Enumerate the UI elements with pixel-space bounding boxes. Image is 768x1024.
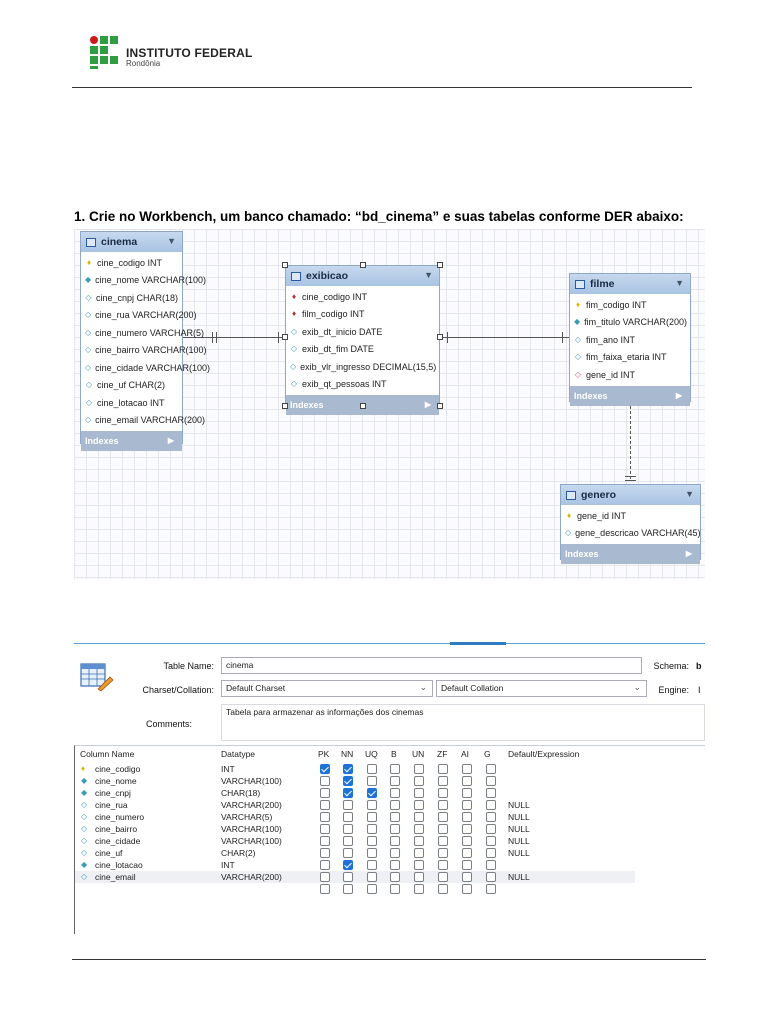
column-icon: ◇ [85,292,92,302]
flag-checkbox[interactable] [414,824,424,834]
flag-checkbox[interactable] [414,872,424,882]
flag-checkbox[interactable] [438,800,448,810]
flag-checkbox[interactable] [343,884,353,894]
column-icon: ◇ [81,848,88,857]
selection-handle[interactable] [360,403,366,409]
flag-checkbox[interactable] [367,776,377,786]
flag-checkbox[interactable] [414,884,424,894]
foreign-key-column-icon: ◇ [574,369,582,379]
entity-genero[interactable] [560,484,701,560]
collapse-arrow-icon[interactable]: ▼ [685,489,694,499]
flag-checkbox[interactable] [320,812,330,822]
flag-checkbox[interactable] [462,764,472,774]
entity-name: filme [590,278,615,290]
table-name-label: Table Name: [163,661,214,671]
datatype-cell[interactable]: CHAR(18) [221,788,261,798]
flag-checkbox[interactable] [438,788,448,798]
table-row[interactable] [75,835,635,847]
indexes-section[interactable]: Indexes ▶ [286,395,439,415]
cardinality-mark [625,480,636,481]
grid-header-pk[interactable]: PK [318,749,330,759]
flag-checkbox[interactable] [343,824,353,834]
default-cell[interactable]: NULL [508,800,530,810]
selection-handle[interactable] [282,403,288,409]
charset-select[interactable]: Default Charset ⌄ [221,680,433,697]
entity-filme[interactable] [569,273,691,402]
datatype-cell[interactable]: VARCHAR(200) [221,872,282,882]
flag-checkbox[interactable] [320,884,330,894]
key-icon: ♦ [575,299,581,309]
selection-handle[interactable] [437,334,443,340]
table-row[interactable] [75,799,635,811]
table-row[interactable] [75,763,635,775]
cardinality-mark [562,332,563,343]
flag-checkbox[interactable] [414,764,424,774]
column-nn-icon: ◆ [81,776,88,785]
column-icon: ◇ [85,362,92,372]
column-icon: ◇ [81,836,88,845]
default-cell[interactable]: NULL [508,812,530,822]
table-icon [575,280,585,289]
grid-header-nn[interactable]: NN [341,749,354,759]
logo-subtitle: Rondônia [126,59,161,68]
institute-logo [90,36,260,70]
flag-checkbox[interactable] [320,872,330,882]
entity-name: exibicao [306,270,349,282]
entity-column: ◇ cine_rua VARCHAR(200) [85,310,197,321]
flag-checkbox[interactable] [320,824,330,834]
entity-column: ♦ film_codigo INT [291,309,365,320]
grid-header-datatype[interactable]: Datatype [221,749,256,759]
flag-checkbox[interactable] [462,788,472,798]
flag-checkbox[interactable] [438,884,448,894]
entity-column: ◇ cine_email VARCHAR(200) [85,415,206,426]
collation-select[interactable]: Default Collation ⌄ [436,680,647,697]
table-row[interactable] [75,871,635,883]
table-editor-panel [74,643,705,933]
flag-checkbox[interactable] [367,788,377,798]
entity-column: ♦ cine_codigo INT [291,291,368,302]
flag-checkbox[interactable] [414,848,424,858]
entity-column: ♦ fim_codigo INT [575,299,647,310]
column-name-cell[interactable]: cine_bairro [95,824,138,834]
flag-checkbox[interactable] [438,812,448,822]
cardinality-mark [625,476,636,477]
column-icon: ◇ [85,310,92,320]
table-row[interactable] [75,775,635,787]
flag-checkbox[interactable] [367,872,377,882]
column-icon: ◇ [85,327,92,337]
indexes-section[interactable]: Indexes ▶ [81,431,182,451]
grid-header-uq[interactable]: UQ [365,749,378,759]
flag-checkbox[interactable] [390,848,400,858]
default-cell[interactable]: NULL [508,824,530,834]
grid-header-g[interactable]: G [484,749,491,759]
flag-checkbox[interactable] [414,800,424,810]
flag-checkbox[interactable] [390,824,400,834]
flag-checkbox[interactable] [343,800,353,810]
flag-checkbox[interactable] [438,836,448,846]
collapse-arrow-icon[interactable]: ▼ [675,278,684,288]
flag-checkbox[interactable] [462,848,472,858]
er-diagram [74,229,705,579]
entity-column: ♦ gene_id INT [566,510,627,521]
charset-label: Charset/Collation: [142,685,214,695]
entity-column: ◇ exib_dt_inicio DATE [290,326,383,337]
flag-checkbox[interactable] [367,860,377,870]
flag-checkbox[interactable] [367,848,377,858]
grid-header-b[interactable]: B [391,749,397,759]
flag-checkbox[interactable] [486,848,496,858]
grid-header-column-name[interactable]: Column Name [80,749,135,759]
flag-checkbox[interactable] [486,884,496,894]
flag-checkbox[interactable] [320,860,330,870]
flag-checkbox[interactable] [486,788,496,798]
column-icon: ◇ [85,380,93,390]
flag-checkbox[interactable] [438,776,448,786]
exercise-heading: 1. Crie no Workbench, um banco chamado: “bd_cinema” e suas tabelas conforme DER abaixo: [74,209,684,224]
flag-checkbox[interactable] [438,764,448,774]
column-icon: ◇ [81,872,88,881]
active-tab-indicator [450,642,506,645]
datatype-cell[interactable]: VARCHAR(5) [221,812,273,822]
datatype-cell[interactable]: VARCHAR(100) [221,836,282,846]
column-name-cell[interactable]: cine_email [95,872,136,882]
selection-handle[interactable] [282,262,288,268]
datatype-cell[interactable]: INT [221,764,235,774]
flag-checkbox[interactable] [462,884,472,894]
entity-column: ◇ gene_id INT [574,369,636,380]
flag-checkbox[interactable] [390,860,400,870]
flag-checkbox[interactable] [414,788,424,798]
column-nn-icon: ◆ [81,860,88,869]
column-nn-icon: ◆ [81,788,88,797]
flag-checkbox[interactable] [414,776,424,786]
datatype-cell[interactable]: VARCHAR(200) [221,800,282,810]
flag-checkbox[interactable] [414,812,424,822]
column-name-cell[interactable]: cine_nome [95,776,137,786]
flag-checkbox[interactable] [343,848,353,858]
column-icon: ◇ [290,344,298,354]
datatype-cell[interactable]: VARCHAR(100) [221,824,282,834]
indexes-section[interactable]: Indexes ▶ [561,544,700,564]
cardinality-mark [212,332,213,343]
flag-checkbox[interactable] [486,824,496,834]
entity-column: ◇ cine_lotacao INT [85,397,165,408]
default-cell[interactable]: NULL [508,872,530,882]
selection-handle[interactable] [437,403,443,409]
flag-checkbox[interactable] [462,800,472,810]
flag-checkbox[interactable] [462,860,472,870]
schema-label: Schema: [653,661,689,671]
table-row[interactable] [75,883,635,895]
cardinality-mark [216,332,217,343]
flag-checkbox[interactable] [486,764,496,774]
schema-value: b [696,661,702,671]
column-name-cell[interactable]: cine_cnpj [95,788,131,798]
column-name-cell[interactable]: cine_lotacao [95,860,143,870]
entity-column: ◇ cine_bairro VARCHAR(100) [85,345,207,356]
indexes-section[interactable]: Indexes ▶ [570,386,690,406]
column-name-cell[interactable]: cine_uf [95,848,123,858]
flag-checkbox[interactable] [462,776,472,786]
flag-checkbox[interactable] [367,824,377,834]
flag-checkbox[interactable] [462,836,472,846]
chevron-down-icon: ⌄ [633,682,641,692]
flag-checkbox[interactable] [367,800,377,810]
flag-checkbox[interactable] [390,884,400,894]
flag-checkbox[interactable] [343,836,353,846]
foreign-key-icon: ♦ [291,291,297,301]
entity-column: ◇ cine_uf CHAR(2) [85,380,166,391]
expand-arrow-icon: ▶ [424,400,431,409]
cardinality-mark [278,332,279,343]
flag-checkbox[interactable] [390,872,400,882]
column-name-cell[interactable]: cine_cidade [95,836,141,846]
column-icon: ◇ [290,379,298,389]
flag-checkbox[interactable] [343,788,353,798]
default-cell[interactable]: NULL [508,848,530,858]
column-icon: ◇ [81,812,88,821]
grid-header-ai[interactable]: AI [461,749,470,759]
entity-column: ◇ exib_dt_fim DATE [290,344,374,355]
entity-column: ◆ cine_nome VARCHAR(100) [85,275,207,286]
relation-filme-genero [630,401,631,479]
expand-arrow-icon: ▶ [685,549,692,558]
column-icon: ◇ [290,361,297,371]
foreign-key-icon: ♦ [291,309,297,319]
flag-checkbox[interactable] [367,884,377,894]
flag-checkbox[interactable] [414,860,424,870]
table-icon [291,272,301,281]
flag-checkbox[interactable] [486,836,496,846]
entity-column: ◇ gene_descricao VARCHAR(45) [565,528,701,539]
table-row[interactable] [75,823,635,835]
column-name-cell[interactable]: cine_codigo [95,764,141,774]
logo-title: INSTITUTO FEDERAL [126,46,253,60]
flag-checkbox[interactable] [390,800,400,810]
flag-checkbox[interactable] [343,872,353,882]
flag-checkbox[interactable] [462,872,472,882]
grid-header-un[interactable]: UN [412,749,425,759]
entity-column: ◇ cine_numero VARCHAR(5) [85,327,205,338]
table-row[interactable] [75,847,635,859]
flag-checkbox[interactable] [486,860,496,870]
flag-checkbox[interactable] [438,872,448,882]
column-icon: ◆ [574,317,581,327]
entity-name: genero [581,489,617,501]
table-row[interactable] [75,811,635,823]
collapse-arrow-icon[interactable]: ▼ [424,270,433,280]
flag-checkbox[interactable] [320,788,330,798]
column-icon: ◇ [85,415,92,425]
grid-header-zf[interactable]: ZF [437,749,448,759]
column-icon: ◇ [85,397,93,407]
entity-name: cinema [101,236,138,248]
column-icon: ◇ [565,528,572,538]
expand-arrow-icon: ▶ [167,436,174,445]
flag-checkbox[interactable] [438,860,448,870]
comments-textarea[interactable]: Tabela para armazenar as informações dos cinemas [221,704,705,741]
table-row[interactable] [75,859,635,871]
flag-checkbox[interactable] [462,824,472,834]
datatype-cell[interactable]: CHAR(2) [221,848,256,858]
table-icon [86,238,96,247]
flag-checkbox[interactable] [438,824,448,834]
entity-cinema[interactable] [80,231,211,446]
column-icon: ◇ [574,352,582,362]
flag-checkbox[interactable] [390,764,400,774]
flag-checkbox[interactable] [390,836,400,846]
column-icon: ◇ [574,334,582,344]
default-cell[interactable]: NULL [508,836,530,846]
entity-column: ◇ cine_cidade VARCHAR(100) [85,362,211,373]
header-divider [72,87,692,88]
entity-column: ◇ fim_faixa_etaria INT [574,352,667,363]
entity-column: ◇ exib_qt_pessoas INT [290,379,387,390]
column-name-cell[interactable]: cine_numero [95,812,145,822]
entity-column: ♦ cine_codigo INT [86,257,163,268]
key-icon: ♦ [566,510,572,520]
flag-checkbox[interactable] [320,848,330,858]
entity-column: ◇ cine_cnpj CHAR(18) [85,292,178,303]
datatype-cell[interactable]: INT [221,860,235,870]
flag-checkbox[interactable] [367,764,377,774]
relation-exibicao-filme [439,337,570,338]
flag-checkbox[interactable] [367,836,377,846]
entity-column: ◇ fim_ano INT [574,334,636,345]
column-icon: ◇ [81,824,88,833]
selection-handle[interactable] [282,334,288,340]
flag-checkbox[interactable] [343,812,353,822]
flag-checkbox[interactable] [343,764,353,774]
flag-checkbox[interactable] [462,812,472,822]
engine-value: I [698,685,701,695]
table-row[interactable] [75,787,635,799]
expand-arrow-icon: ▶ [675,390,682,400]
column-icon: ◇ [85,345,92,355]
flag-checkbox[interactable] [390,788,400,798]
flag-checkbox[interactable] [486,872,496,882]
flag-checkbox[interactable] [320,764,330,774]
entity-exibicao[interactable] [285,265,440,410]
column-icon: ◆ [85,275,92,285]
flag-checkbox[interactable] [390,812,400,822]
flag-checkbox[interactable] [486,812,496,822]
footer-divider [72,959,706,960]
flag-checkbox[interactable] [320,776,330,786]
key-icon: ♦ [81,764,86,773]
flag-checkbox[interactable] [438,848,448,858]
logo-grid-icon [90,36,120,68]
chevron-down-icon: ⌄ [419,682,427,692]
entity-column: ◆ fim_titulo VARCHAR(200) [574,317,688,328]
flag-checkbox[interactable] [320,836,330,846]
flag-checkbox[interactable] [486,776,496,786]
flag-checkbox[interactable] [390,776,400,786]
column-icon: ◇ [81,800,88,809]
flag-checkbox[interactable] [320,800,330,810]
datatype-cell[interactable]: VARCHAR(100) [221,776,282,786]
grid-header-default[interactable]: Default/Expression [508,749,580,759]
table-icon [566,491,576,500]
table-editor-icon [80,661,114,691]
collapse-arrow-icon[interactable]: ▼ [167,236,176,246]
key-icon: ♦ [86,257,92,267]
engine-label: Engine: [658,685,689,695]
flag-checkbox[interactable] [343,776,353,786]
flag-checkbox[interactable] [414,836,424,846]
flag-checkbox[interactable] [343,860,353,870]
table-name-input[interactable]: cinema [221,657,642,674]
entity-column: ◇ exib_vlr_ingresso DECIMAL(15,5) [290,361,437,372]
selection-handle[interactable] [437,262,443,268]
comments-label: Comments: [145,719,192,729]
selection-handle[interactable] [360,262,366,268]
columns-grid[interactable] [74,745,705,934]
column-icon: ◇ [290,326,298,336]
cardinality-mark [447,332,448,343]
flag-checkbox[interactable] [367,812,377,822]
flag-checkbox[interactable] [486,800,496,810]
column-name-cell[interactable]: cine_rua [95,800,128,810]
